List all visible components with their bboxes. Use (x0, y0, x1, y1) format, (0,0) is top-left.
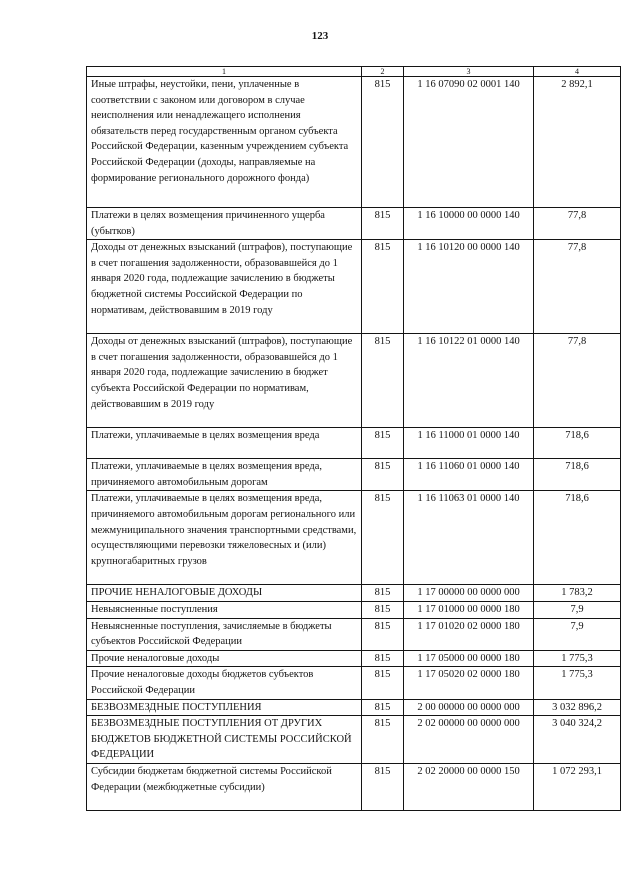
row-name: БЕЗВОЗМЕЗДНЫЕ ПОСТУПЛЕНИЯ (87, 699, 362, 716)
row-budget-code: 1 16 10122 01 0000 140 (404, 334, 534, 428)
row-budget-code: 2 02 20000 00 0000 150 (404, 763, 534, 810)
row-amount: 718,6 (534, 428, 621, 459)
row-name: Платежи в целях возмещения причиненного ущерба (убытков) (87, 208, 362, 240)
column-header-name: 1 (87, 67, 362, 77)
row-amount: 7,9 (534, 618, 621, 650)
row-amount: 3 040 324,2 (534, 716, 621, 764)
row-amount: 1 775,3 (534, 650, 621, 667)
row-budget-code: 1 17 01020 02 0000 180 (404, 618, 534, 650)
table-row (87, 491, 621, 585)
table-row (87, 699, 621, 716)
table-row (87, 716, 621, 764)
row-budget-code: 1 16 10000 00 0000 140 (404, 208, 534, 240)
row-amount: 718,6 (534, 459, 621, 491)
row-name: Иные штрафы, неустойки, пени, уплаченные в соответствии с законом или договором в случае неисполнения или ненадлежащего исполнения обязательств перед государственным органом субъекта Российской Федерации, казенным учреждением субъекта Российской Федерации (доходы, направляемые на формирование регионального дорожного фонда) (87, 77, 362, 208)
table-row (87, 763, 621, 810)
row-amount: 77,8 (534, 334, 621, 428)
row-budget-code: 1 16 11000 01 0000 140 (404, 428, 534, 459)
row-amount: 3 032 896,2 (534, 699, 621, 716)
row-name: Невыясненные поступления, зачисляемые в бюджеты субъектов Российской Федерации (87, 618, 362, 650)
table-header-row (87, 67, 621, 77)
row-admin-code: 815 (362, 763, 404, 810)
row-admin-code: 815 (362, 650, 404, 667)
row-admin-code: 815 (362, 240, 404, 334)
row-admin-code: 815 (362, 585, 404, 602)
row-name: Доходы от денежных взысканий (штрафов), поступающие в счет погашения задолженности, образовавшейся до 1 января 2020 года, подлежащие зачислению в бюджет субъекта Российской Федерации по нормативам, действовавшим в 2019 году (87, 334, 362, 428)
table-row (87, 459, 621, 491)
row-amount: 77,8 (534, 208, 621, 240)
table-row (87, 334, 621, 428)
row-budget-code: 1 16 11060 01 0000 140 (404, 459, 534, 491)
row-name: Платежи, уплачиваемые в целях возмещения вреда, причиняемого автомобильным дорогам (87, 459, 362, 491)
row-amount: 2 892,1 (534, 77, 621, 208)
table-row (87, 208, 621, 240)
row-amount: 1 783,2 (534, 585, 621, 602)
table-row (87, 667, 621, 699)
row-admin-code: 815 (362, 459, 404, 491)
row-budget-code: 1 17 05000 00 0000 180 (404, 650, 534, 667)
table-row (87, 601, 621, 618)
column-header-code: 3 (404, 67, 534, 77)
row-budget-code: 2 02 00000 00 0000 000 (404, 716, 534, 764)
row-admin-code: 815 (362, 667, 404, 699)
row-name: Невыясненные поступления (87, 601, 362, 618)
table-row (87, 240, 621, 334)
column-header-admin: 2 (362, 67, 404, 77)
row-budget-code: 2 00 00000 00 0000 000 (404, 699, 534, 716)
row-budget-code: 1 17 00000 00 0000 000 (404, 585, 534, 602)
row-amount: 1 072 293,1 (534, 763, 621, 810)
row-admin-code: 815 (362, 699, 404, 716)
row-admin-code: 815 (362, 601, 404, 618)
table-row (87, 585, 621, 602)
row-admin-code: 815 (362, 491, 404, 585)
row-amount: 1 775,3 (534, 667, 621, 699)
row-budget-code: 1 17 01000 00 0000 180 (404, 601, 534, 618)
row-budget-code: 1 16 11063 01 0000 140 (404, 491, 534, 585)
row-name: Платежи, уплачиваемые в целях возмещения вреда, причиняемого автомобильным дорогам регионального или межмуниципального значения транспортными средствами, осуществляющими перевозки тяжеловесных и (или) крупногабаритных грузов (87, 491, 362, 585)
table-row (87, 428, 621, 459)
row-name: Доходы от денежных взысканий (штрафов), поступающие в счет погашения задолженности, образовавшейся до 1 января 2020 года, подлежащие зачислению в бюджеты бюджетной системы Российской Федерации по нормативам, действовавшим в 2019 году (87, 240, 362, 334)
row-admin-code: 815 (362, 428, 404, 459)
table-row (87, 77, 621, 208)
row-admin-code: 815 (362, 618, 404, 650)
row-amount: 7,9 (534, 601, 621, 618)
row-name: Платежи, уплачиваемые в целях возмещения вреда (87, 428, 362, 459)
row-budget-code: 1 16 10120 00 0000 140 (404, 240, 534, 334)
table-row (87, 650, 621, 667)
row-name: БЕЗВОЗМЕЗДНЫЕ ПОСТУПЛЕНИЯ ОТ ДРУГИХ БЮДЖЕТОВ БЮДЖЕТНОЙ СИСТЕМЫ РОССИЙСКОЙ ФЕДЕРАЦИИ (87, 716, 362, 764)
table-row (87, 618, 621, 650)
row-admin-code: 815 (362, 208, 404, 240)
row-name: Субсидии бюджетам бюджетной системы Российской Федерации (межбюджетные субсидии) (87, 763, 362, 810)
column-header-amount: 4 (534, 67, 621, 77)
page-number: 123 (311, 30, 329, 42)
row-admin-code: 815 (362, 716, 404, 764)
row-name: Прочие неналоговые доходы бюджетов субъектов Российской Федерации (87, 667, 362, 699)
row-admin-code: 815 (362, 77, 404, 208)
row-budget-code: 1 16 07090 02 0001 140 (404, 77, 534, 208)
row-name: Прочие неналоговые доходы (87, 650, 362, 667)
row-admin-code: 815 (362, 334, 404, 428)
row-name: ПРОЧИЕ НЕНАЛОГОВЫЕ ДОХОДЫ (87, 585, 362, 602)
row-amount: 718,6 (534, 491, 621, 585)
budget-revenue-table (86, 66, 621, 811)
row-amount: 77,8 (534, 240, 621, 334)
row-budget-code: 1 17 05020 02 0000 180 (404, 667, 534, 699)
